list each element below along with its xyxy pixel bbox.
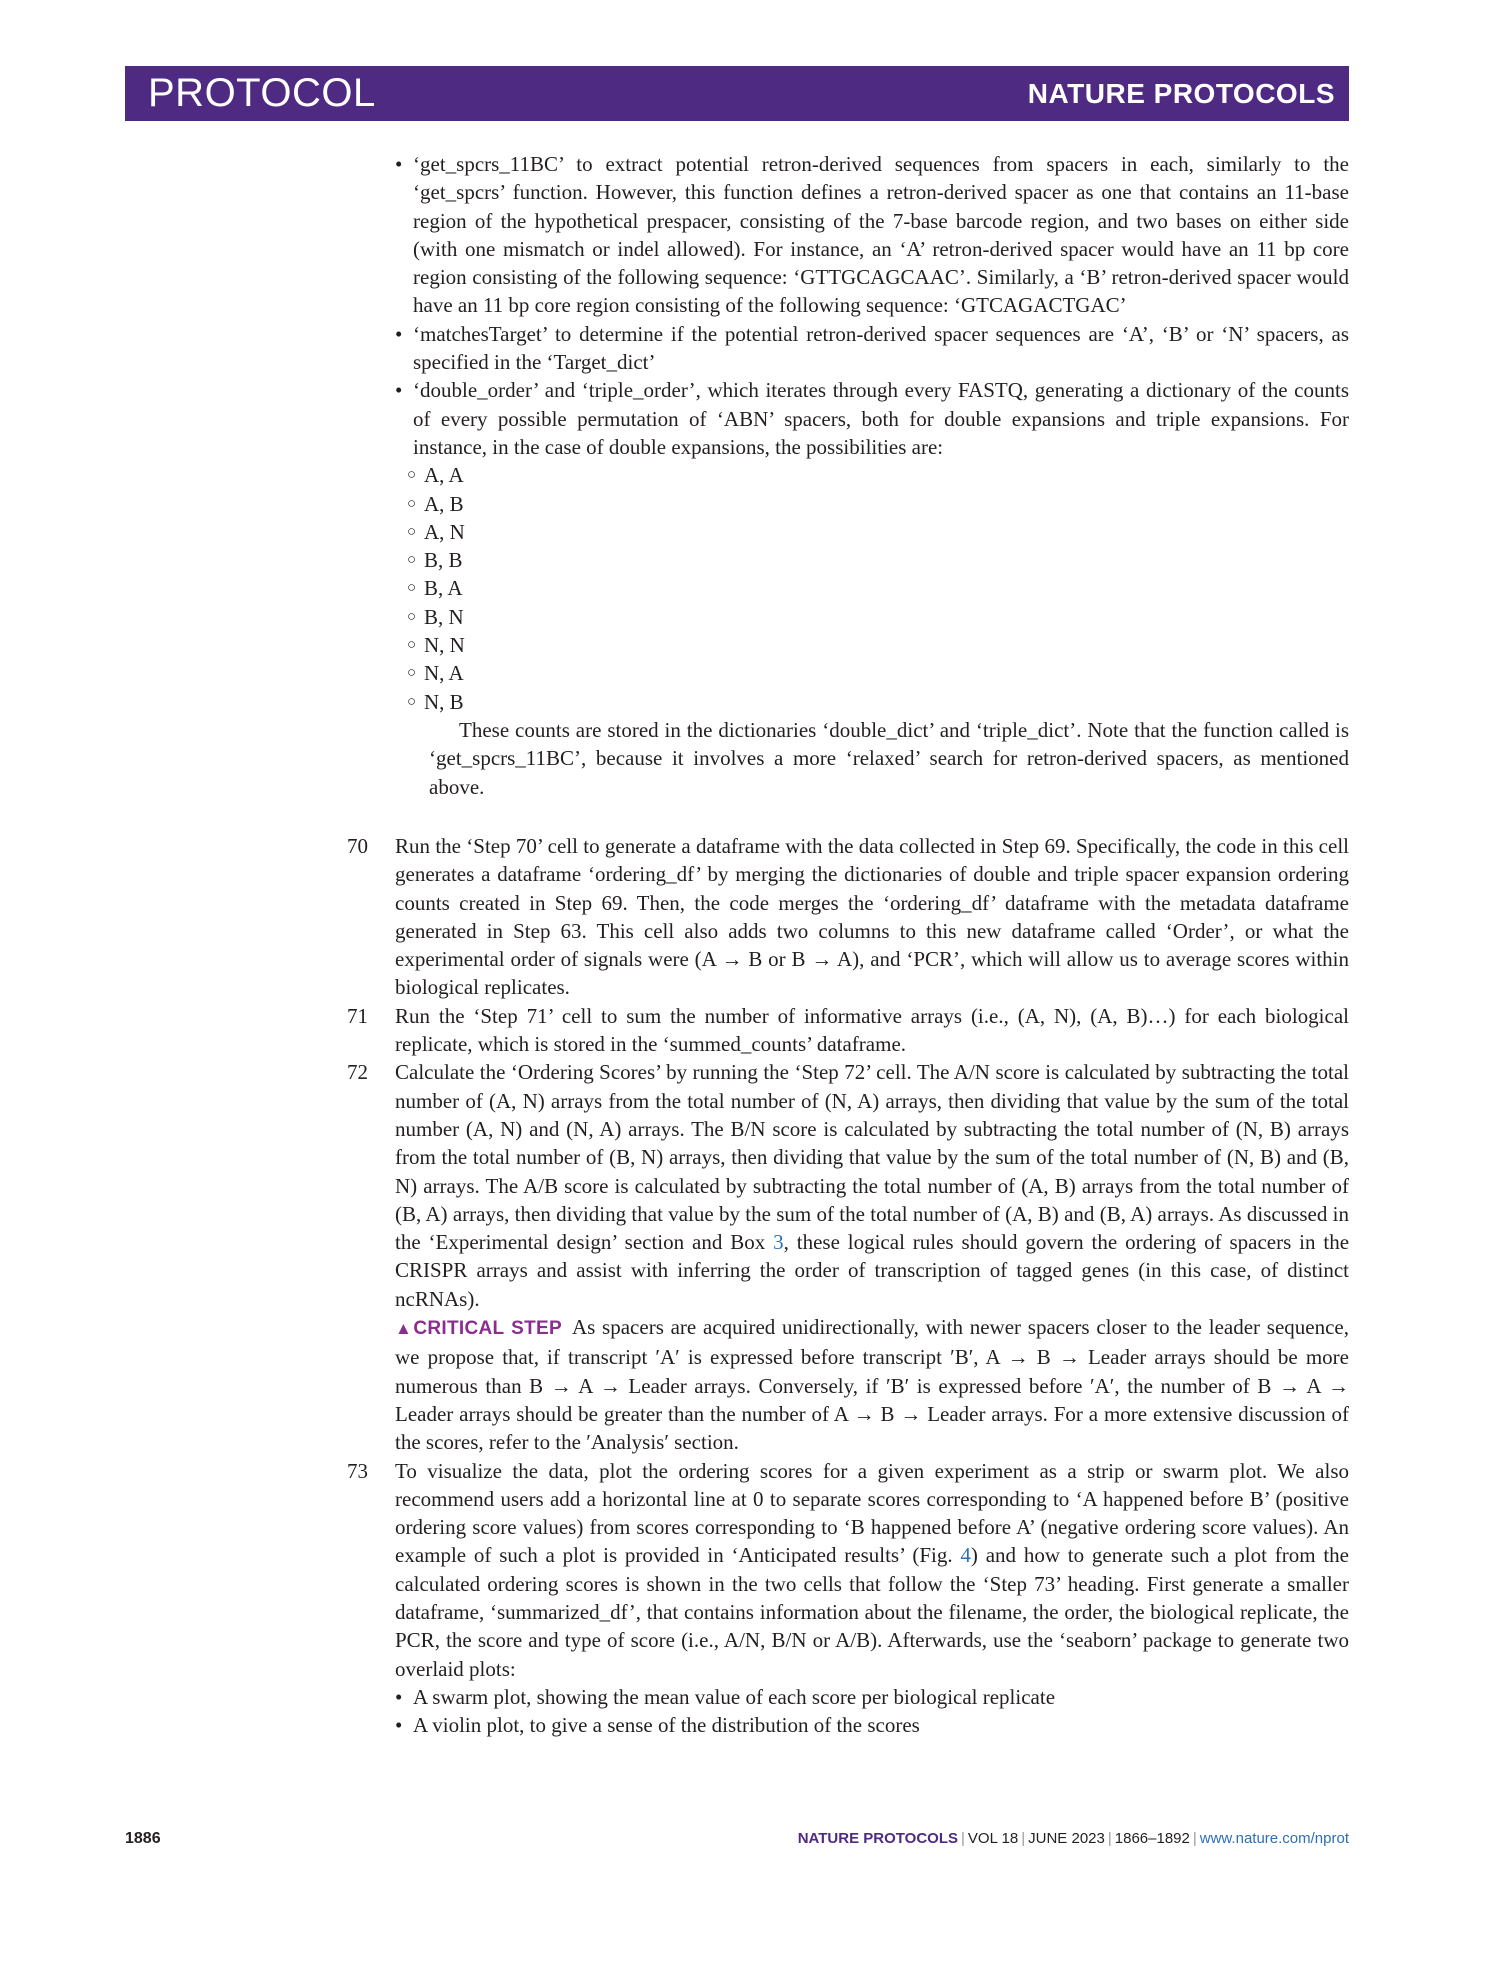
box-link[interactable]: 3 [773, 1230, 784, 1255]
list-item: • A swarm plot, showing the mean value of each score per biological replicate [395, 1684, 1056, 1709]
step-72 [347, 1058, 1349, 1313]
figure-link[interactable]: 4 [960, 1543, 971, 1568]
footer-pages: 1866–1892 [1114, 1830, 1190, 1847]
step-text: Run the ‘Step 71’ cell to sum the number of informative arrays (i.e., (A, N), (A, B)…) for each biological replicate, which is stored in the ‘summed_counts’ dataframe. [395, 1003, 1349, 1057]
page-number: 1886 [125, 1830, 161, 1847]
permutation-item: ○ N, B [407, 689, 464, 714]
step-number: 70 [347, 834, 368, 858]
permutation-item: ○ A, B [407, 491, 464, 516]
list-item: • A violin plot, to give a sense of the distribution of the scores [395, 1713, 920, 1738]
step-number: 71 [347, 1003, 368, 1028]
step-70 [347, 832, 1349, 1002]
list-item: • ‘double_order’ and ‘triple_order’, which iterates through every FASTQ, generating a dictionary of the counts of every possible permutation of ‘ABN’ spacers, both for double expansions and triple expansions. For instance, in the case of double expansions, the possibilities are: [395, 378, 1349, 459]
step-73 [347, 1457, 1349, 1683]
warning-triangle-icon: ▲ [395, 1319, 414, 1339]
step-text: Run the ‘Step 70’ cell to generate a dataframe with the data collected in Step 69. Specifically, the code in this cell generates a dataframe ‘ordering_df’ by merging the dictionaries of double and triple spacer expansion ordering counts created in Step 69. Then, the code merges the ‘ordering_df’ dataframe with the metadata dataframe generated in Step 63. This cell also adds two columns to this new dataframe called ‘Order’, or what the experimental order of signals were (A → B or B → A), and ‘PCR’, which will allow us to average scores within biological replicates. [395, 834, 1349, 1000]
step-71 [347, 1002, 1349, 1059]
step-number: 73 [347, 1458, 368, 1483]
critical-step-label: CRITICAL STEP [413, 1318, 562, 1340]
journal-name: NATURE PROTOCOLS [1027, 77, 1335, 109]
footer-date: JUNE 2023 [1028, 1830, 1105, 1847]
footer-url[interactable]: www.nature.com/nprot [1199, 1830, 1349, 1847]
permutation-item: ○ A, A [407, 463, 464, 488]
step-number: 72 [347, 1060, 368, 1085]
permutation-item: ○ B, B [407, 548, 463, 573]
footer-citation: NATURE PROTOCOLS | VOL 18 | JUNE 2023 | 1866–1892 | www.nature.com/nprot [797, 1830, 1349, 1847]
counts-note: These counts are stored in the dictionaries ‘double_dict’ and ‘triple_dict’. Note that the function called is ‘get_spcrs_11BC’, because it involves a more ‘relaxed’ search for retron-derived spacers, as mentioned above. [429, 717, 1349, 799]
list-item: • ‘get_spcrs_11BC’ to extract potential retron-derived sequences from spacers in each, similarly to the ‘get_spcrs’ function. However, this function defines a retron-derived spacer as one that contains an 11-base region of the hypothetical prespacer, consisting of the 7-base barcode region, and two bases on either side (with one mismatch or indel allowed). For instance, an ‘A’ retron-derived spacer would have an 11 bp core region consisting of the following sequence: ‘GTTGCAGCAAC’. Similarly, a ‘B’ retron-derived spacer would have an 11 bp core region consisting of the following sequence: ‘GTCAGACTGAC’ [395, 152, 1349, 318]
critical-step [347, 1313, 1349, 1456]
permutation-item: ○ A, N [407, 519, 465, 544]
step-text: Calculate the ‘Ordering Scores’ by running the ‘Step 72’ cell. The A/N score is calculated by subtracting the total number of (A, N) arrays from the total number of (N, A) arrays, then dividing that value by the sum of the total number (A, N) and (N, A) arrays. The B/N score is calculated by subtracting the total number of (N, B) arrays from the total number of (B, N) arrays, then dividing that value by the sum of the total number of (N, B) and (B, N) arrays. The A/B score is calculated by subtracting the total number of (A, B) arrays from the total number of (B, A) arrays, then dividing that value by the sum of the total number of (A, B) and (B, A) arrays. As discussed in the ‘Experimental design’ section and Box [395, 1060, 1349, 1255]
steps-section [347, 832, 1350, 1740]
permutation-item: ○ B, A [407, 576, 463, 601]
step-text: ) and how to generate such a plot from the calculated ordering scores is shown in the two cells that follow the ‘Step 73’ heading. First generate a smaller dataframe, ‘summarized_df’, that contains information about the filename, the order, the biological replicate, the PCR, the score and type of score (i.e., A/N, B/N or A/B). Afterwards, use the ‘seaborn’ package to generate two overlaid plots: [395, 1543, 1350, 1681]
critical-step-text: As spacers are acquired unidirectionally, with newer spacers closer to the leader sequence, we propose that, if transcript ʹAʹ is expressed before transcript ʹBʹ, A → B → Leader arrays should be more numerous than B → A → Leader arrays. Conversely, if ʹBʹ is expressed before ʹAʹ, the number of B → A → Leader arrays should be greater than the number of A → B → Leader arrays. For a more extensive discussion of the scores, refer to the ʹAnalysisʹ section. [395, 1315, 1349, 1455]
list-item: • ‘matchesTarget’ to determine if the potential retron-derived spacer sequences are ‘A’, ‘B’ or ‘N’ spacers, as specified in the ‘Target_dict’ [395, 321, 1349, 375]
permutation-item: ○ B, N [407, 604, 464, 629]
main-content [395, 150, 1349, 801]
permutation-item: ○ N, A [407, 661, 464, 686]
step-text: To visualize the data, plot the ordering scores for a given experiment as a strip or swarm plot. We also recommend users add a horizontal line at 0 to separate scores corresponding to ‘A happened before B’ (positive ordering score values) from scores corresponding to ‘B happened before A’ (negative ordering score values). An example of such a plot is provided in ‘Anticipated results’ (Fig. [395, 1458, 1349, 1568]
section-label: PROTOCOL [148, 71, 376, 115]
permutation-item: ○ N, N [407, 633, 465, 658]
footer-journal: NATURE PROTOCOLS [797, 1830, 959, 1847]
footer-volume: VOL 18 [967, 1830, 1019, 1847]
header-bar [125, 66, 1349, 121]
step-text: , these logical rules should govern the ordering of spacers in the CRISPR arrays and assist with inferring the order of transcription of tagged genes (in this case, of distinct ncRNAs). [395, 1230, 1350, 1311]
